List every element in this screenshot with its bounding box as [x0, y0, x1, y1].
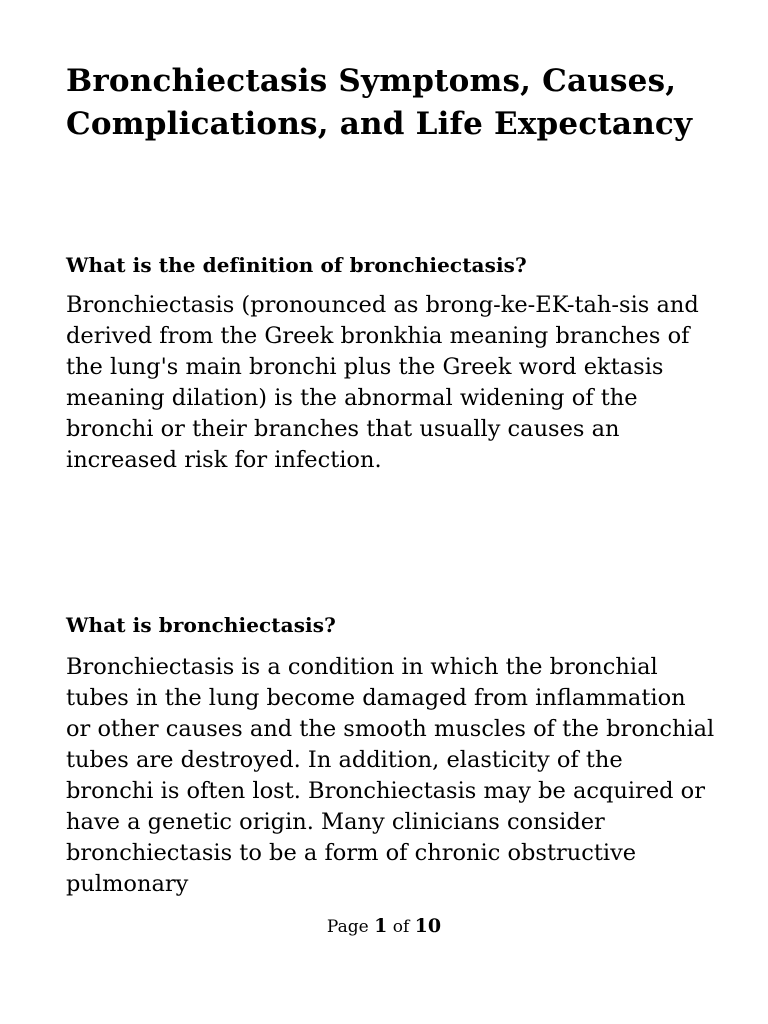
section-body-what-is: Bronchiectasis is a condition in which the bronchial tubes in the lung become damaged from inflammation or other causes and the smooth muscles of the bronchial tubes are destroyed. In addition, elasticity of the bronchi is often lost. Bronchiectasis may be acquired or have a genetic origin. Many clinicians consider bronchiectasis to be a form of chronic obstructive pulmonary: [66, 654, 715, 897]
total-pages-number: 10: [414, 915, 442, 937]
section-heading-what-is: What is bronchiectasis?: [66, 613, 336, 637]
page-footer: [0, 914, 768, 939]
current-page-number: 1: [374, 915, 388, 937]
section-heading-definition: What is the definition of bronchiectasis?: [66, 253, 527, 277]
section-body-definition: Bronchiectasis (pronounced as brong-ke-EK-tah-sis and derived from the Greek bronkhia meaning branches of the lung's main bronchi plus the Greek word ektasis meaning dilation) is the abnormal widening of the bronchi or their branches that usually causes an increased risk for infection.: [66, 292, 699, 473]
of-label: of: [392, 917, 410, 937]
page-title: Bronchiectasis Symptoms, Causes, Complications, and Life Expectancy: [66, 63, 693, 142]
page-label: Page: [326, 917, 369, 937]
